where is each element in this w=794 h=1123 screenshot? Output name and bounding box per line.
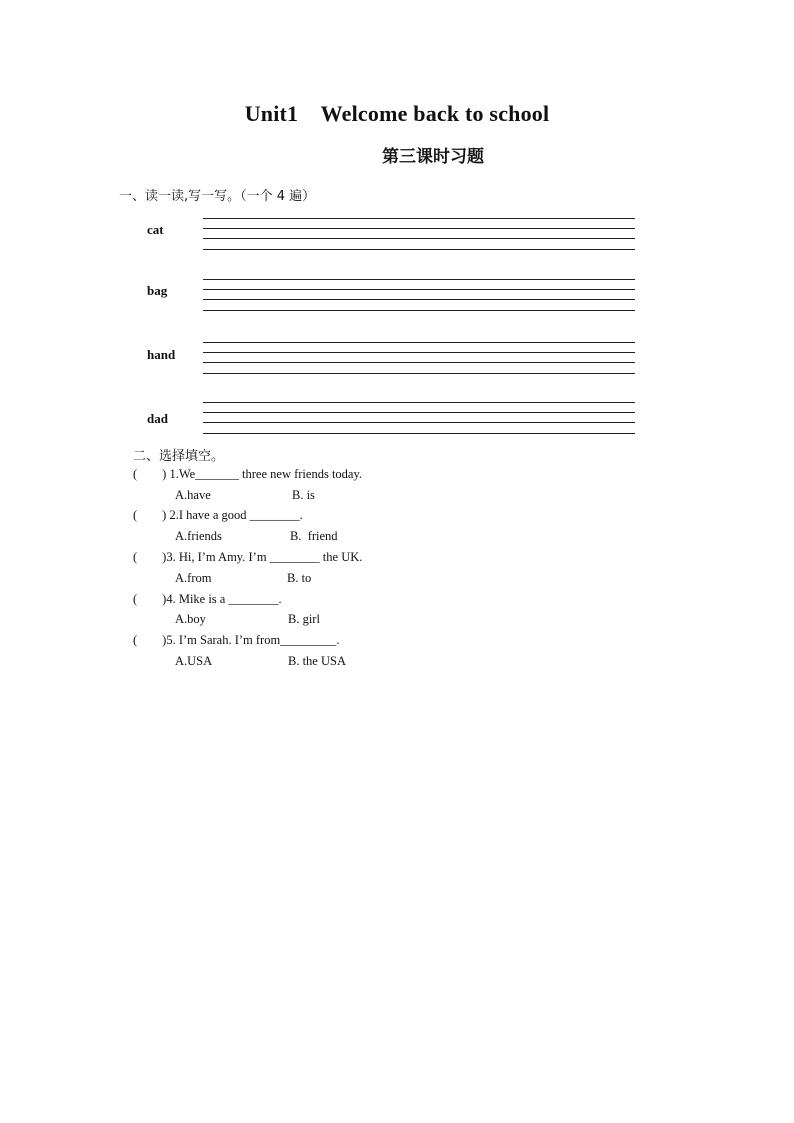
- page-title: Unit1 Welcome back to school: [244, 101, 550, 126]
- question-1: ( ) 1.We_______ three new friends today.: [133, 467, 363, 481]
- section1-heading: 一、读一读,写一写。（一个 4 遍）: [119, 189, 316, 204]
- practice-word-dad: dad: [147, 411, 168, 426]
- question-1-option-b[interactable]: B. is: [292, 488, 315, 502]
- question-5: ( )5. I’m Sarah. I’m from_________.: [133, 633, 340, 647]
- question-5-option-a[interactable]: A.USA: [175, 654, 213, 668]
- question-5-option-b[interactable]: B. the USA: [288, 654, 346, 668]
- question-4: ( )4. Mike is a ________.: [133, 592, 282, 606]
- question-2-option-b[interactable]: B. friend: [290, 529, 338, 543]
- question-4-option-b[interactable]: B. girl: [288, 612, 320, 626]
- question-3-option-a[interactable]: A.from: [175, 571, 212, 585]
- question-1-option-a[interactable]: A.have: [175, 488, 211, 502]
- practice-word-cat: cat: [147, 222, 164, 237]
- page-subtitle: 第三课时习题: [382, 147, 484, 167]
- practice-word-bag: bag: [147, 283, 168, 298]
- practice-word-hand: hand: [147, 347, 176, 362]
- question-3-option-b[interactable]: B. to: [287, 571, 312, 585]
- question-2-option-a[interactable]: A.friends: [175, 529, 222, 543]
- question-4-option-a[interactable]: A.boy: [175, 612, 206, 626]
- question-3: ( )3. Hi, I’m Amy. I’m ________ the UK.: [133, 550, 363, 564]
- section2-heading: 二、选择填空。: [133, 449, 225, 464]
- question-2: ( ) 2.I have a good ________.: [133, 508, 303, 522]
